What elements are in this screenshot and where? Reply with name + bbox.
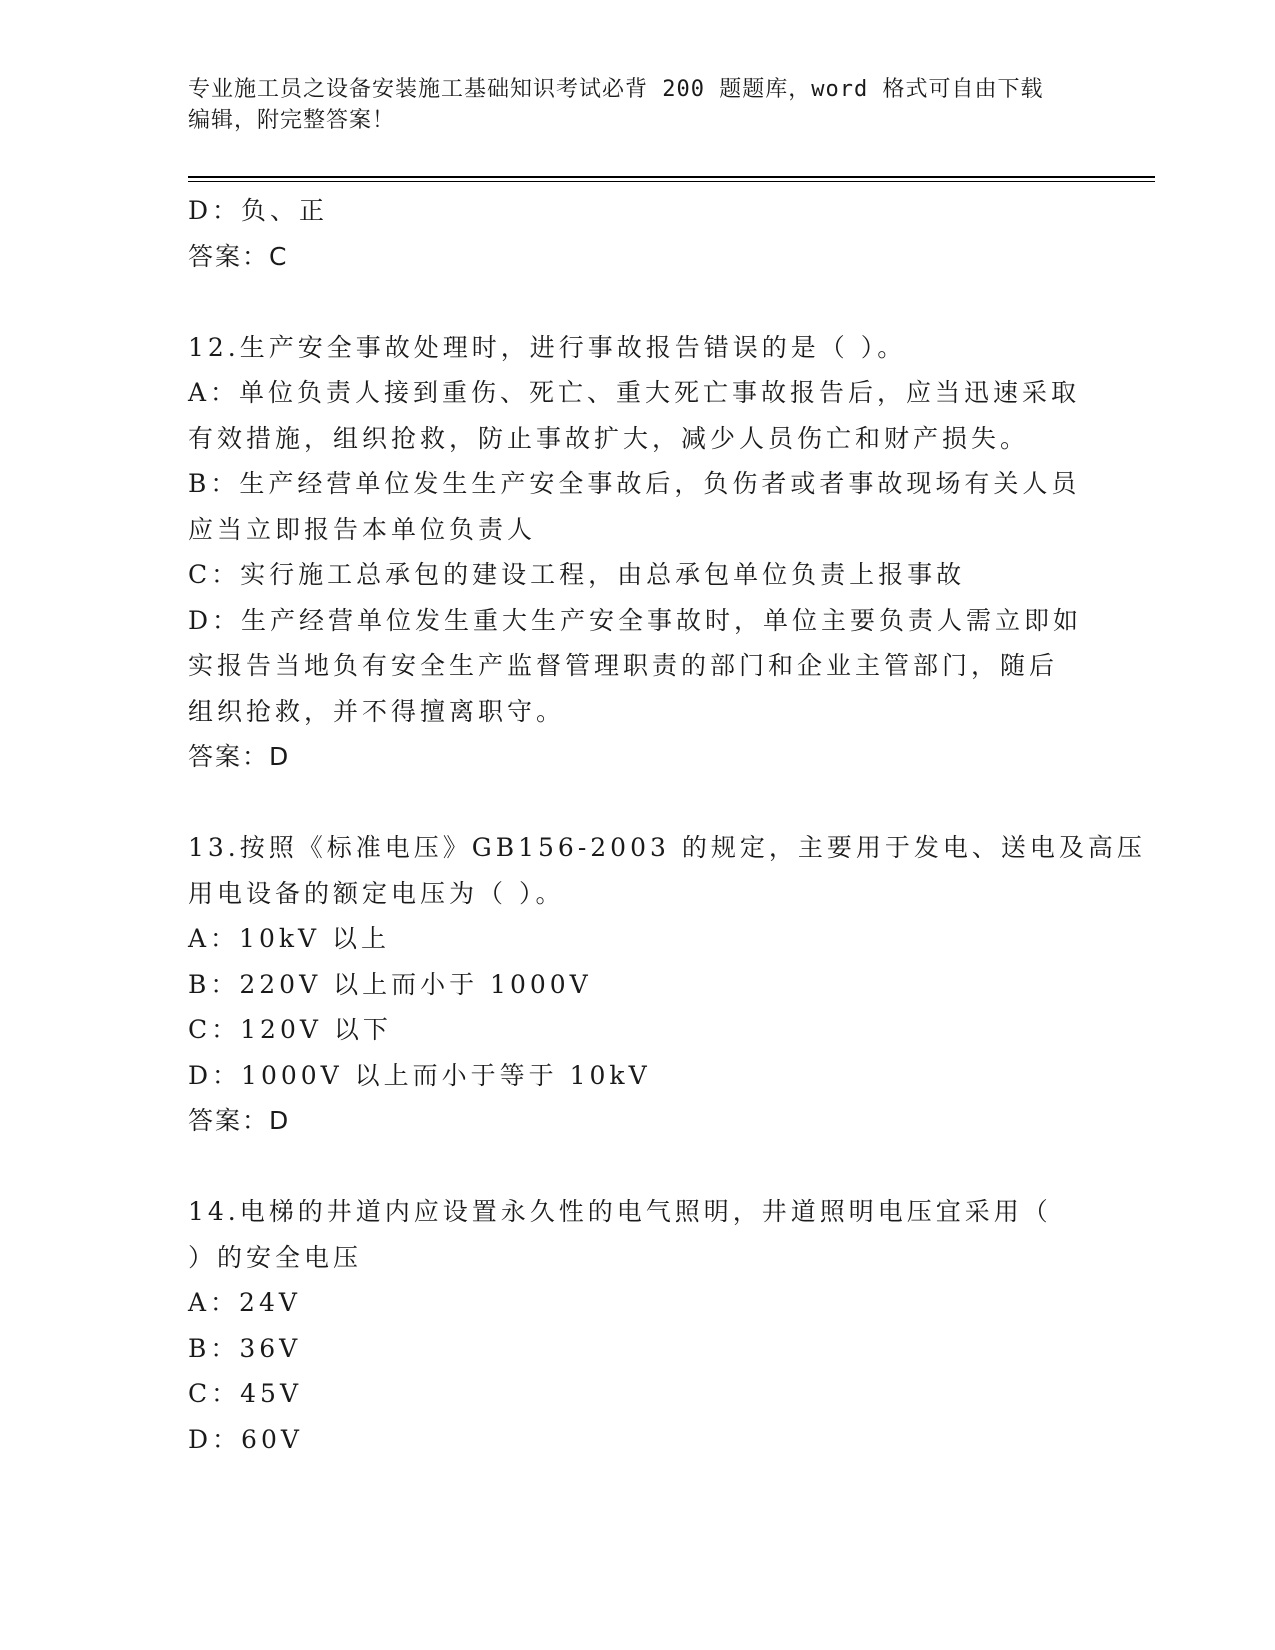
q13-stem-line-1: 13.按照《标准电压》GB156-2003 的规定，主要用于发电、送电及高压 xyxy=(188,833,1146,862)
q13-answer: 答案：D xyxy=(188,1106,291,1135)
q13-stem-line-2: 用电设备的额定电压为（ ）。 xyxy=(188,878,565,908)
q14-option-d: D：60V xyxy=(188,1424,303,1454)
q12-option-a-line-2: 有效措施，组织抢救，防止事故扩大，减少人员伤亡和财产损失。 xyxy=(188,423,1030,453)
q12-stem: 12.生产安全事故处理时，进行事故报告错误的是（ ）。 xyxy=(188,332,907,362)
q14-option-a: A：24V xyxy=(188,1288,301,1317)
q13-option-d: D：1000V 以上而小于等于 10kV xyxy=(188,1060,651,1090)
header-rule-thin xyxy=(188,181,1155,182)
q12-option-d-line-1: D：生产经营单位发生重大生产安全事故时，单位主要负责人需立即如 xyxy=(188,605,1083,635)
q12-option-d-line-2: 实报告当地负有安全生产监督管理职责的部门和企业主管部门，随后 xyxy=(188,651,1059,680)
q14-option-b: B：36V xyxy=(188,1333,302,1363)
header-rule-thick xyxy=(188,176,1155,178)
question-11-tail xyxy=(188,188,1088,279)
q12-option-a-line-1: A：单位负责人接到重伤、死亡、重大死亡事故报告后，应当迅速采取 xyxy=(188,378,1081,407)
q14-option-c: C：45V xyxy=(188,1379,302,1408)
header-title-line-1: 专业施工员之设备安装施工基础知识考试必背 200 题题库，word 格式可自由下载 xyxy=(188,77,1044,102)
question-14 xyxy=(188,1189,1088,1462)
q13-option-a: A：10kV 以上 xyxy=(188,924,391,953)
question-list xyxy=(188,188,1146,1462)
q14-stem-line-1: 14.电梯的井道内应设置永久性的电气照明，井道照明电压宜采用（ xyxy=(188,1197,1052,1226)
spacer xyxy=(188,1144,1088,1190)
q12-option-c: C：实行施工总承包的建设工程，由总承包单位负责上报事故 xyxy=(188,560,966,589)
q12-answer: 答案：D xyxy=(188,742,291,771)
q11-option-d: D：负、正 xyxy=(188,196,329,225)
q12-option-b-line-1: B：生产经营单位发生生产安全事故后，负伤者或者事故现场有关人员 xyxy=(188,469,1081,498)
q14-stem-line-2: ）的安全电压 xyxy=(188,1242,363,1272)
q12-option-d-line-3: 组织抢救，并不得擅离职守。 xyxy=(188,696,566,726)
spacer xyxy=(188,780,1088,826)
q12-option-b-line-2: 应当立即报告本单位负责人 xyxy=(188,514,537,544)
question-13 xyxy=(188,825,1146,1144)
header-title-line-2: 编辑，附完整答案！ xyxy=(188,108,396,133)
question-12 xyxy=(188,325,1088,780)
q13-option-c: C：120V 以下 xyxy=(188,1015,392,1044)
q13-option-b: B：220V 以上而小于 1000V xyxy=(188,969,592,999)
spacer xyxy=(188,279,1088,325)
page-header xyxy=(188,74,1068,136)
q11-answer: 答案：C xyxy=(188,241,289,271)
